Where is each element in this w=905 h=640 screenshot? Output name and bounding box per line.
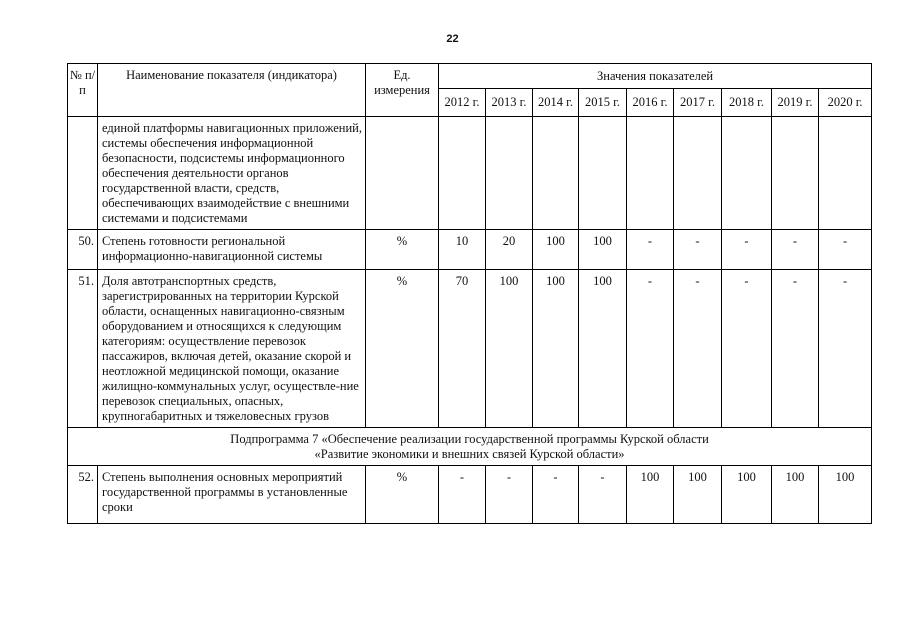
row-value: [772, 117, 819, 230]
row-value: -: [627, 270, 674, 428]
table-row: [68, 117, 872, 230]
row-value: 100: [579, 230, 627, 270]
row-value: [819, 117, 872, 230]
row-value: -: [772, 270, 819, 428]
row-value: [439, 117, 486, 230]
row-unit: [366, 117, 439, 230]
row-unit: %: [366, 230, 439, 270]
row-value: -: [533, 466, 579, 524]
row-value: -: [439, 466, 486, 524]
header-year: 2015 г.: [579, 89, 627, 117]
header-year: 2019 г.: [772, 89, 819, 117]
row-value: [486, 117, 533, 230]
row-value: 100: [486, 270, 533, 428]
page-number: 22: [446, 33, 459, 45]
header-name: Наименование показателя (индикатора): [98, 64, 366, 117]
row-value: -: [819, 270, 872, 428]
row-value: -: [722, 230, 772, 270]
row-name: Степень выполнения основных мероприятий государственной программы в установленные сроки: [98, 466, 366, 524]
row-value: [722, 117, 772, 230]
header-unit: Ед. измерения: [366, 64, 439, 117]
row-value: -: [772, 230, 819, 270]
header-num: № п/п: [68, 64, 98, 117]
row-value: 100: [533, 270, 579, 428]
row-value: 100: [722, 466, 772, 524]
row-name: Степень готовности региональной информационно-навигационной системы: [98, 230, 366, 270]
header-year: 2014 г.: [533, 89, 579, 117]
row-value: 100: [533, 230, 579, 270]
row-value: [674, 117, 722, 230]
row-value: 100: [627, 466, 674, 524]
row-value: 100: [772, 466, 819, 524]
row-num: 51.: [68, 270, 98, 428]
subprogram-line2: «Развитие экономики и внешних связей Курской области»: [314, 446, 625, 461]
row-name: Доля автотранспортных средств, зарегистрированных на территории Курской области, оснащенных навигационно-связным оборудованием и относящихся к следующим категориям: осуществление перевозок пассажиров, включая детей, оказание скорой и неотложной медицинской помощи, оказание жилищно-коммунальных услуг, осуществле-ние перевозок специальных, опасных, крупногабаритных и тяжеловесных грузов: [98, 270, 366, 428]
row-num: 52.: [68, 466, 98, 524]
row-value: -: [722, 270, 772, 428]
row-value: 70: [439, 270, 486, 428]
table-row: [68, 270, 872, 428]
header-values: Значения показателей: [439, 64, 872, 89]
row-value: -: [627, 230, 674, 270]
row-value: -: [819, 230, 872, 270]
row-value: 100: [579, 270, 627, 428]
indicators-table: [67, 63, 872, 524]
row-value: -: [674, 230, 722, 270]
row-value: -: [579, 466, 627, 524]
row-unit: %: [366, 270, 439, 428]
row-unit: %: [366, 466, 439, 524]
row-num: 50.: [68, 230, 98, 270]
row-value: -: [486, 466, 533, 524]
row-value: 10: [439, 230, 486, 270]
row-value: [533, 117, 579, 230]
subprogram-title: [68, 428, 872, 466]
row-value: 20: [486, 230, 533, 270]
header-year: 2017 г.: [674, 89, 722, 117]
header-year: 2016 г.: [627, 89, 674, 117]
row-value: 100: [674, 466, 722, 524]
header-year: 2020 г.: [819, 89, 872, 117]
subprogram-line1: Подпрограмма 7 «Обеспечение реализации государственной программы Курской области: [230, 431, 709, 446]
row-value: [627, 117, 674, 230]
row-name: единой платформы навигационных приложений, системы обеспечения информационной безопасности, подсистемы информационного обеспечения деятельности органов государственной власти, средств, обеспечивающих взаимодействие с внешними системами и подсистемами: [98, 117, 366, 230]
row-num: [68, 117, 98, 230]
subprogram-row: [68, 428, 872, 466]
row-value: 100: [819, 466, 872, 524]
header-year: 2013 г.: [486, 89, 533, 117]
header-year: 2018 г.: [722, 89, 772, 117]
header-year: 2012 г.: [439, 89, 486, 117]
row-value: -: [674, 270, 722, 428]
table-row: [68, 230, 872, 270]
row-value: [579, 117, 627, 230]
table-row: [68, 466, 872, 524]
